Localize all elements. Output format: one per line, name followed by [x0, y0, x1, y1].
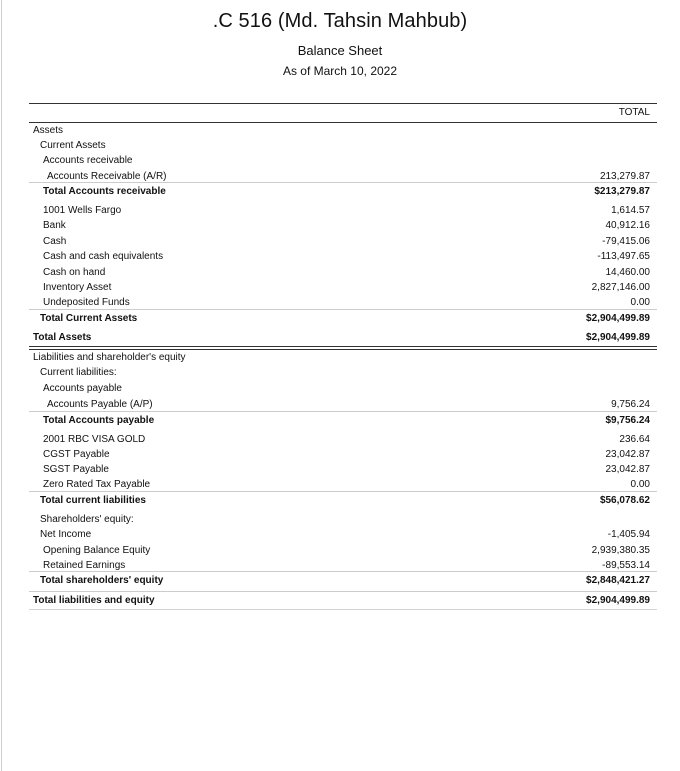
- row-label: Cash on hand: [43, 267, 106, 278]
- row-label: 2001 RBC VISA GOLD: [43, 434, 146, 445]
- row-label: Accounts payable: [43, 383, 122, 394]
- row-label: Total Accounts receivable: [43, 186, 166, 197]
- row-label: Total liabilities and equity: [33, 595, 155, 606]
- row-label: Net Income: [40, 529, 92, 540]
- row-amount: 1,614.57: [611, 205, 650, 216]
- row-amount: $9,756.24: [605, 415, 650, 426]
- row-label: Cash: [43, 236, 67, 247]
- row-amount: 213,279.87: [599, 171, 650, 182]
- row-amount: $2,904,499.89: [586, 313, 650, 324]
- row-label: Total Accounts payable: [43, 415, 155, 426]
- row-amount: $213,279.87: [594, 186, 650, 197]
- final-total-rule: [29, 609, 657, 610]
- row-amount: 236.64: [619, 434, 650, 445]
- row-amount: $2,904,499.89: [586, 332, 650, 343]
- row-amount: 2,827,146.00: [591, 282, 650, 293]
- line-item-row: [29, 218, 657, 233]
- line-item-row: [29, 462, 657, 477]
- row-label: Accounts receivable: [43, 155, 133, 166]
- row-amount: 0.00: [630, 297, 650, 308]
- total-row: [29, 573, 657, 588]
- row-label: Opening Balance Equity: [43, 545, 151, 556]
- report-title: Balance Sheet: [297, 43, 383, 58]
- row-label: Accounts Receivable (A/R): [47, 171, 167, 182]
- row-label: Inventory Asset: [43, 282, 112, 293]
- report-date: As of March 10, 2022: [282, 64, 398, 78]
- row-amount: -79,415.06: [602, 236, 650, 247]
- line-item-row: [29, 265, 657, 280]
- row-label: Zero Rated Tax Payable: [43, 479, 151, 490]
- row-amount: $56,078.62: [599, 495, 650, 506]
- total-row: [29, 593, 657, 608]
- line-item-row: [29, 477, 657, 492]
- row-amount: 2,939,380.35: [591, 545, 650, 556]
- row-label: Cash and cash equivalents: [43, 251, 164, 262]
- company-name: .C 516 (Md. Tahsin Mahbub): [212, 10, 468, 32]
- total-row: [29, 330, 657, 345]
- row-label: Retained Earnings: [43, 560, 126, 571]
- row-amount: 0.00: [630, 479, 650, 490]
- row-label: Bank: [43, 220, 66, 231]
- row-amount: $2,848,421.27: [586, 575, 650, 586]
- row-amount: -1,405.94: [607, 529, 650, 540]
- page-edge-rule: [1, 0, 2, 771]
- total-assets-double-rule: [29, 346, 657, 350]
- row-label: Total shareholders' equity: [40, 575, 164, 586]
- total-row: [29, 311, 657, 326]
- line-item-row: [29, 138, 657, 153]
- line-item-row: [29, 295, 657, 310]
- line-item-row: [29, 203, 657, 218]
- total-row: [29, 413, 657, 428]
- line-item-row: [29, 280, 657, 295]
- line-item-row: [29, 350, 657, 365]
- total-row: [29, 184, 657, 199]
- row-label: Total Current Assets: [40, 313, 138, 324]
- row-amount: 23,042.87: [605, 464, 650, 475]
- row-label: Liabilities and shareholder's equity: [33, 352, 186, 363]
- row-amount: -89,553.14: [602, 560, 650, 571]
- line-item-row: [29, 365, 657, 380]
- line-item-row: [29, 543, 657, 558]
- row-label: CGST Payable: [43, 449, 110, 460]
- line-item-row: [29, 123, 657, 138]
- column-header-total-label: TOTAL: [618, 107, 650, 118]
- row-label: Undeposited Funds: [43, 297, 130, 308]
- line-item-row: [29, 249, 657, 264]
- row-label: Shareholders' equity:: [40, 514, 134, 525]
- row-amount: -113,497.65: [597, 251, 650, 262]
- row-amount: $2,904,499.89: [586, 595, 650, 606]
- row-label: Current liabilities:: [40, 367, 117, 378]
- row-label: Accounts Payable (A/P): [47, 399, 153, 410]
- total-row: [29, 493, 657, 508]
- line-item-row: [29, 512, 657, 527]
- column-header-total: [29, 107, 657, 123]
- row-label: SGST Payable: [43, 464, 109, 475]
- table-top-rule: [29, 103, 657, 104]
- line-item-row: [29, 234, 657, 249]
- row-amount: 23,042.87: [605, 449, 650, 460]
- line-item-row: [29, 432, 657, 447]
- row-label: Total Assets: [33, 332, 92, 343]
- row-amount: 40,912.16: [605, 220, 650, 231]
- row-label: Assets: [33, 125, 64, 136]
- line-item-row: [29, 527, 657, 542]
- row-label: Current Assets: [40, 140, 106, 151]
- line-item-row: [29, 447, 657, 462]
- row-amount: 14,460.00: [605, 267, 650, 278]
- row-label: Total current liabilities: [40, 495, 146, 506]
- line-item-row: [29, 153, 657, 168]
- row-amount: 9,756.24: [611, 399, 650, 410]
- row-label: 1001 Wells Fargo: [43, 205, 122, 216]
- line-item-row: [29, 381, 657, 396]
- line-item-row: [29, 397, 657, 412]
